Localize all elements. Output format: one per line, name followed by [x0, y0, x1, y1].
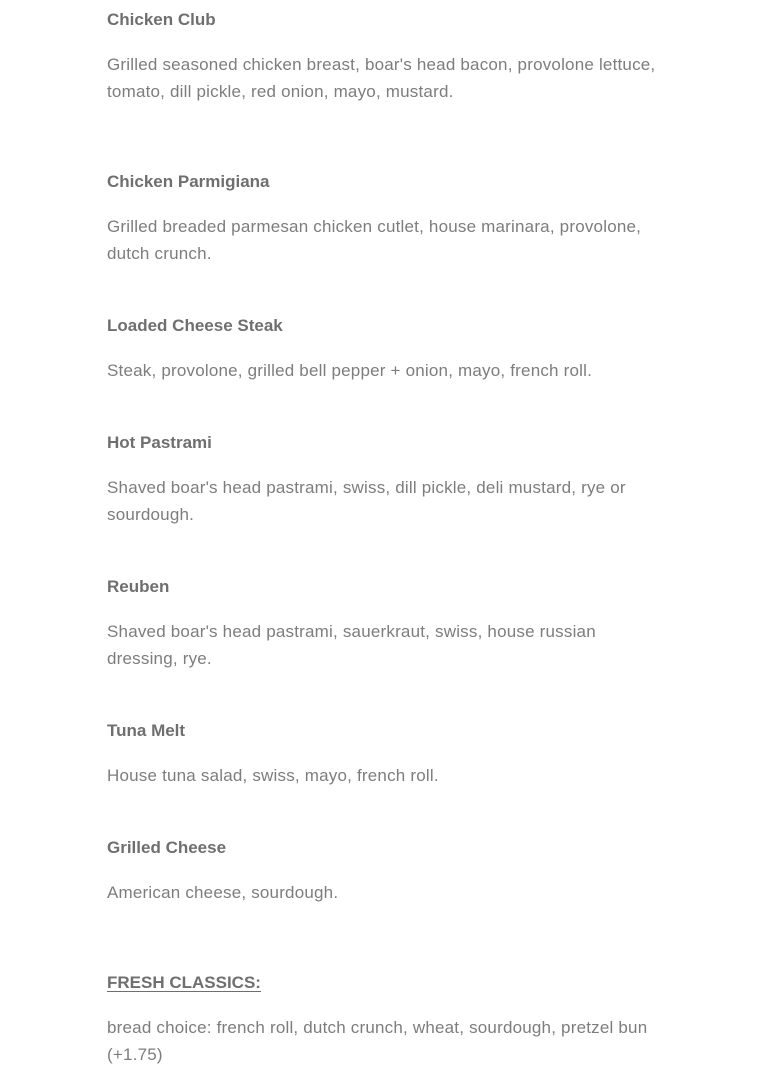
item-title-chicken-club: Chicken Club: [107, 10, 216, 29]
item-description-loaded-cheese-steak: Steak, provolone, grilled bell pepper + onion, mayo, french roll.: [107, 361, 593, 380]
item-description-reuben: Shaved boar's head pastrami, sauerkraut, swiss, house russian dressing, rye.: [107, 622, 596, 668]
section-heading-fresh-classics: FRESH CLASSICS:: [107, 973, 261, 992]
item-title-chicken-parmigiana: Chicken Parmigiana: [107, 172, 270, 191]
item-title-hot-pastrami: Hot Pastrami: [107, 433, 212, 452]
section-description-bread-choice: bread choice: french roll, dutch crunch, wheat, sourdough, pretzel bun (+1.75): [107, 1018, 648, 1064]
item-description-grilled-cheese: American cheese, sourdough.: [107, 883, 339, 902]
item-title-grilled-cheese: Grilled Cheese: [107, 838, 227, 857]
item-description-tuna-melt: House tuna salad, swiss, mayo, french roll.: [107, 766, 439, 785]
item-title-tuna-melt: Tuna Melt: [107, 721, 186, 740]
item-description-hot-pastrami: Shaved boar's head pastrami, swiss, dill pickle, deli mustard, rye or sourdough.: [107, 478, 626, 524]
item-title-loaded-cheese-steak: Loaded Cheese Steak: [107, 316, 283, 335]
item-description-chicken-club: Grilled seasoned chicken breast, boar's head bacon, provolone lettuce, tomato, dill pickle, red onion, mayo, mustard.: [107, 55, 656, 101]
item-description-chicken-parmigiana: Grilled breaded parmesan chicken cutlet, house marinara, provolone, dutch crunch.: [107, 217, 642, 263]
item-title-reuben: Reuben: [107, 577, 170, 596]
